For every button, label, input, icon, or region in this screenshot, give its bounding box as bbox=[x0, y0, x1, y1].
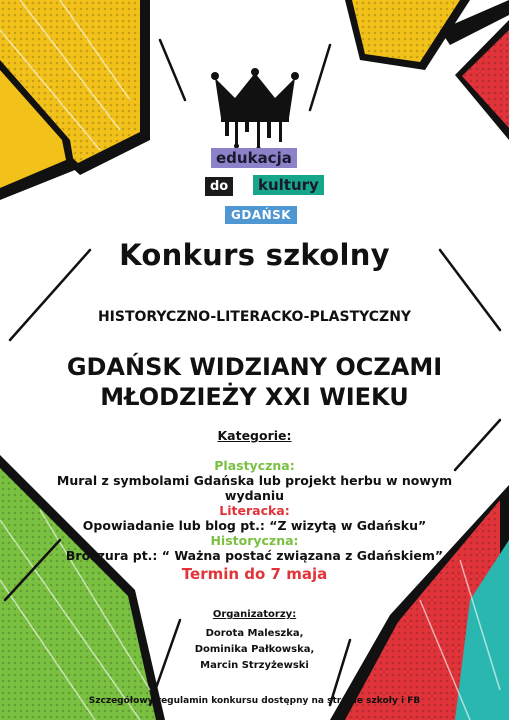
headline-line-2: MŁODZIEŻY XXI WIEKU bbox=[100, 383, 409, 411]
top-right-burst-shape bbox=[345, 0, 509, 140]
category-text-line: Broszura pt.: “ Ważna postać związana z Gdańskiem” bbox=[65, 548, 444, 563]
categories-list bbox=[0, 458, 509, 563]
headline-line-1: GDAŃSK WIDZIANY OCZAMI bbox=[66, 353, 443, 381]
category-text-line: Mural z symbolami Gdańska lub projekt herbu w nowym bbox=[56, 473, 453, 488]
categories-heading: Kategorie: bbox=[217, 428, 292, 443]
organizer-name: Dorota Maleszka, bbox=[205, 628, 304, 639]
edukacja-do-kultury-logo bbox=[205, 148, 319, 236]
crown-icon bbox=[205, 68, 305, 152]
logo-gdansk: GDAŃSK bbox=[225, 206, 297, 224]
deadline: Termin do 7 maja bbox=[181, 565, 328, 583]
yellow-burst-shape bbox=[0, 0, 150, 200]
organizers-list bbox=[0, 626, 509, 674]
logo-edukacja: edukacja bbox=[211, 148, 297, 168]
logo-kultury: kultury bbox=[253, 175, 324, 195]
category-text-line: wydaniu bbox=[224, 488, 285, 503]
category-label-plastyczna: Plastyczna: bbox=[214, 458, 295, 473]
logo-do: do bbox=[205, 177, 233, 196]
organizer-name: Dominika Pałkowska, bbox=[194, 644, 315, 655]
headline bbox=[0, 352, 509, 412]
organizers-heading: Organizatorzy: bbox=[212, 609, 297, 620]
category-text-line: Opowiadanie lub blog pt.: “Z wizytą w Gdańsku” bbox=[82, 518, 427, 533]
page-title: Konkurs szkolny bbox=[119, 238, 390, 272]
category-label-historyczna: Historyczna: bbox=[210, 533, 299, 548]
organizer-name: Marcin Strzyżewski bbox=[200, 660, 309, 671]
footer-note: Szczegółowy regulamin konkursu dostępny na stronie szkoły i FB bbox=[88, 696, 421, 706]
subtitle: HISTORYCZNO-LITERACKO-PLASTYCZNY bbox=[97, 309, 412, 325]
category-label-literacka: Literacka: bbox=[219, 503, 290, 518]
